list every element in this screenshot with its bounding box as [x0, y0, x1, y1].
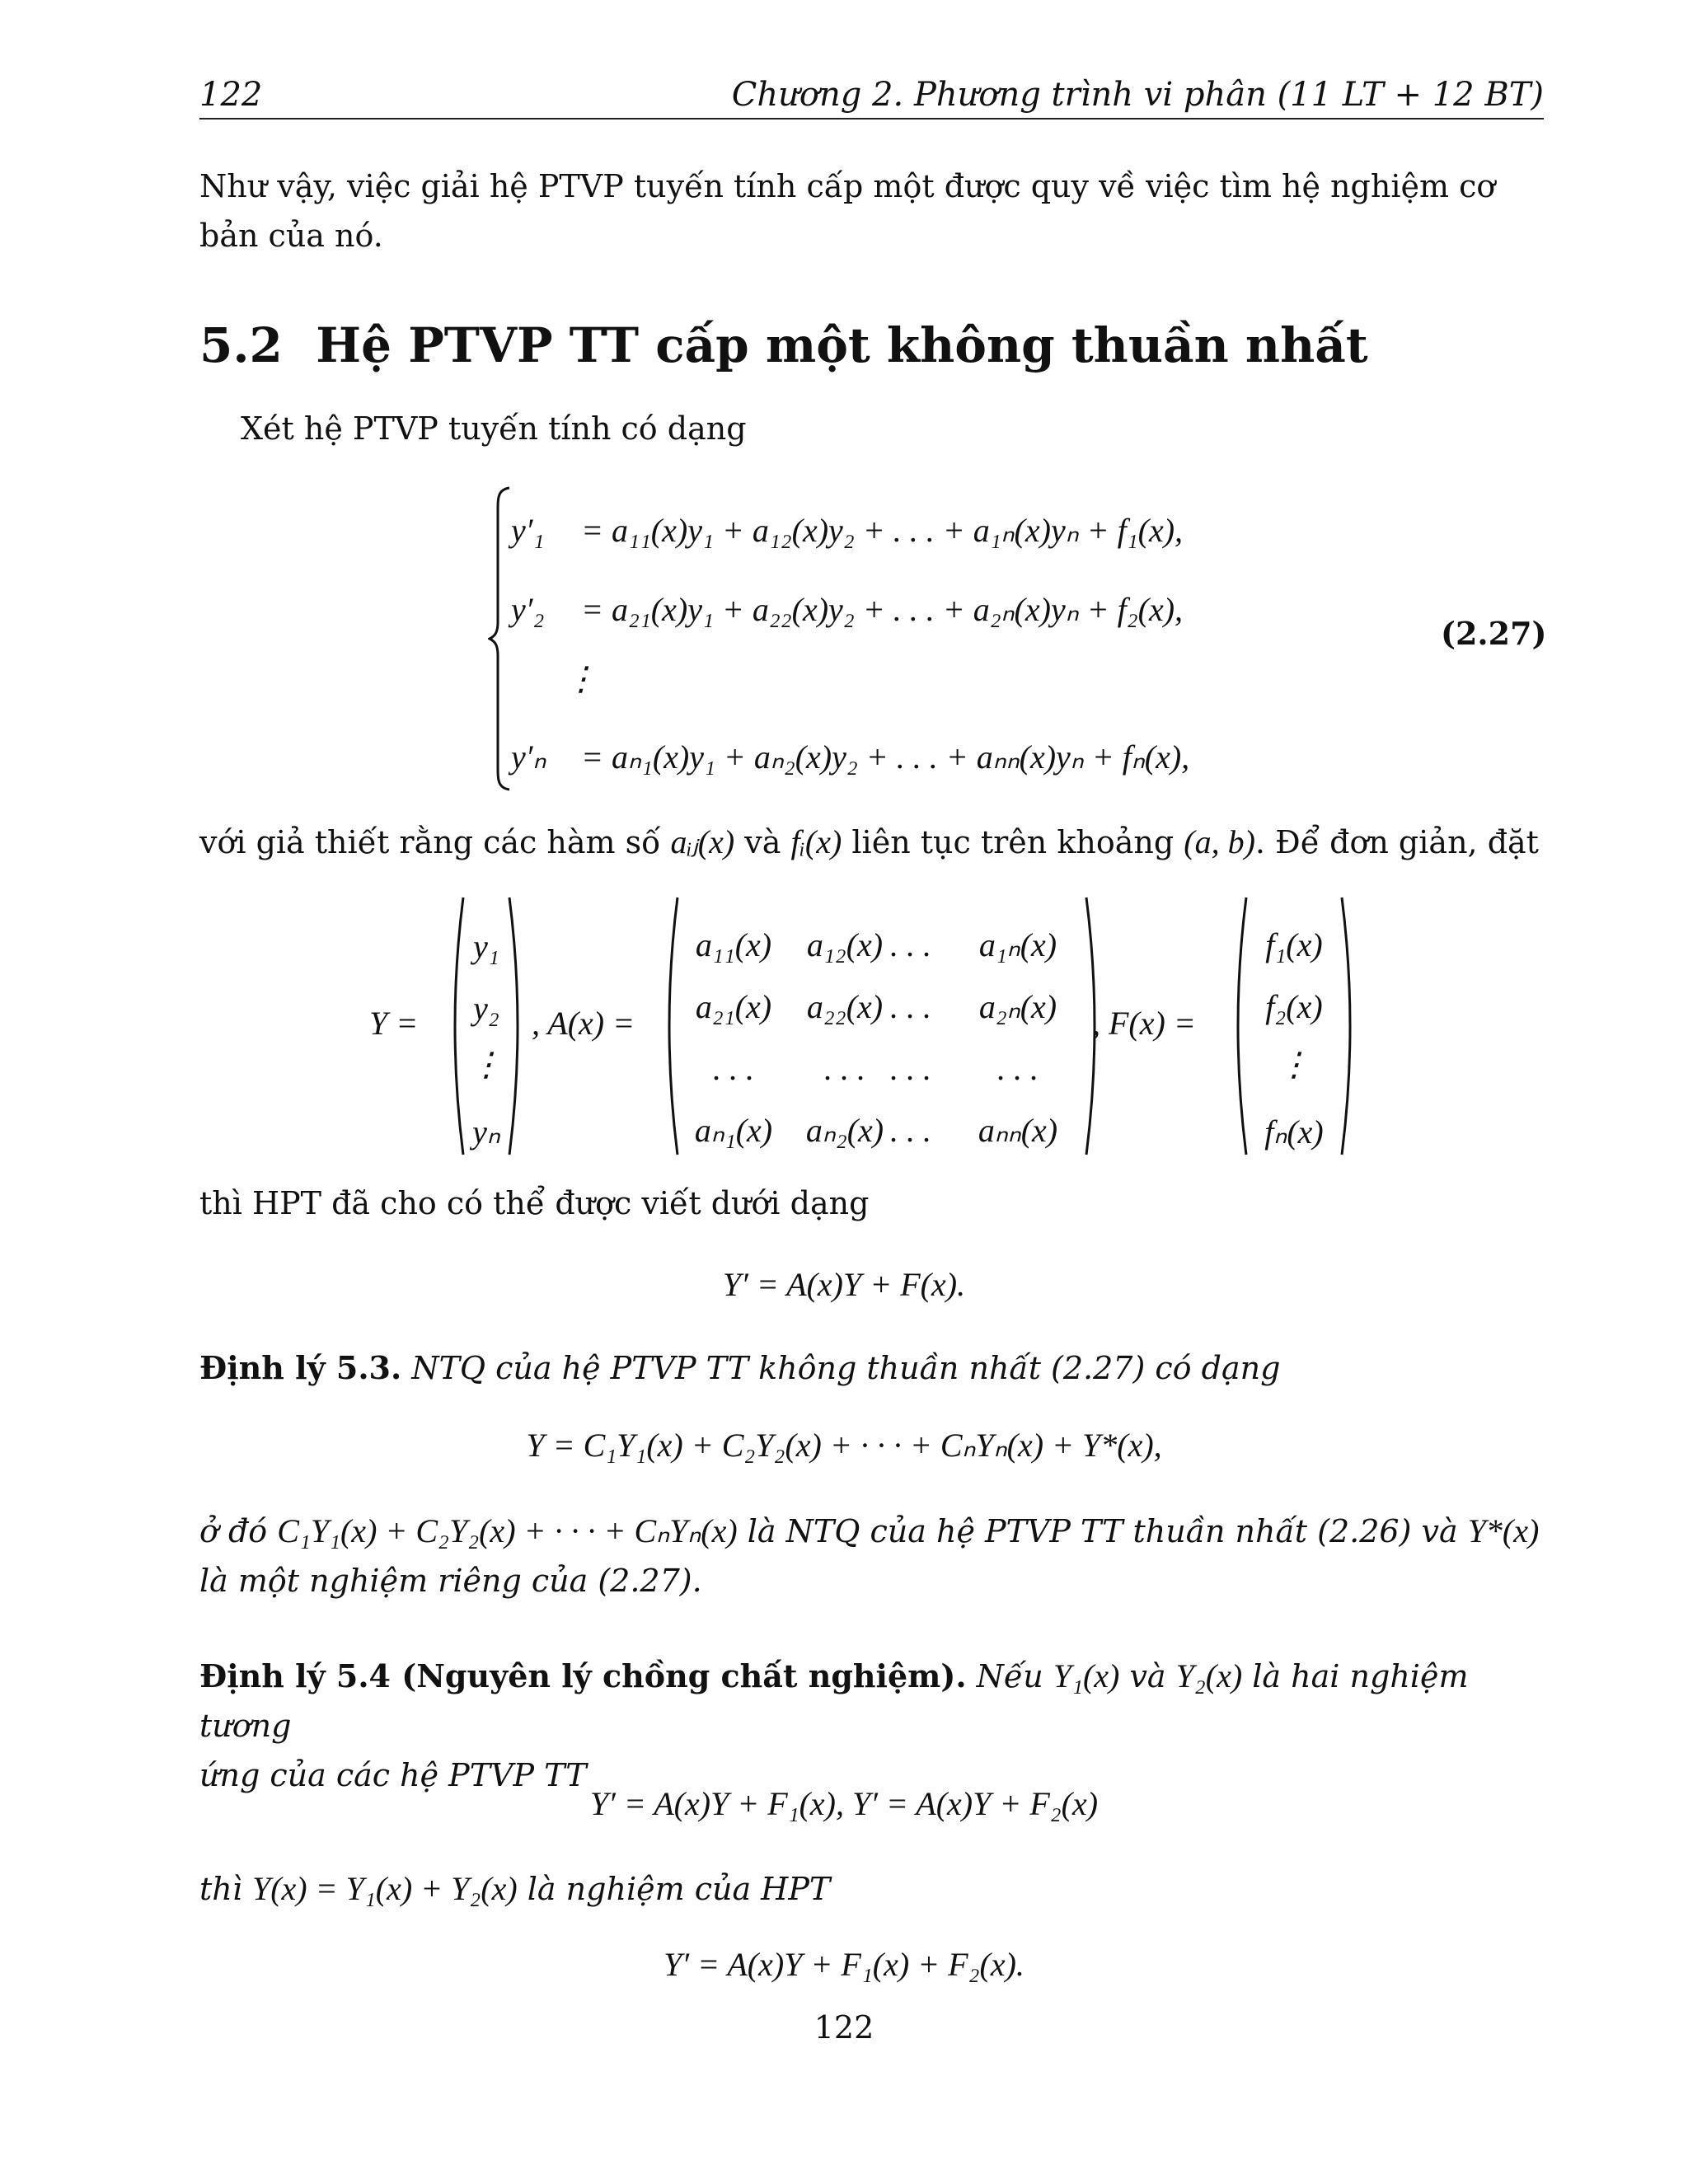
system-row-1 [511, 511, 1183, 550]
matrix-Y-entry: y₁ [473, 928, 499, 965]
assumption-text-2: và [734, 824, 791, 860]
matrix-A-cell: aₙₙ(x) [978, 1112, 1058, 1149]
matrix-A-cell: aₙ₂(x) [805, 1112, 884, 1149]
theorem-5-3-where-b: là NTQ của hệ PTVP TT thuần nhất (2.26) và [737, 1513, 1468, 1549]
assumption-math-aij: aᵢⱼ(x) [670, 823, 735, 860]
matrix-A-cell: . . . [890, 1050, 931, 1087]
theorem-5-4-equation-pair: Y′ = A(x)Y + F₁(x), Y′ = A(x)Y + F₂(x) [589, 1785, 1099, 1822]
theorem-5-3-statement: NTQ của hệ PTVP TT không thuần nhất (2.27) có dạng [411, 1350, 1281, 1386]
matrix-F [1236, 894, 1352, 1158]
theorem-5-4 [199, 1652, 1543, 1800]
theorem-5-3-where-math1: C₁Y₁(x) + C₂Y₂(x) + · · · + CₙYₙ(x) [277, 1512, 738, 1549]
theorem-5-3-where-a: ở đó [199, 1513, 278, 1549]
matrix-A-cell: . . . [713, 1050, 754, 1087]
theorem-5-3-where-math2: Y*(x) [1467, 1512, 1540, 1549]
system-row-2 [511, 590, 1183, 629]
system-row-1-lhs: y′₁ [511, 512, 545, 549]
assumption-math-interval: (a, b) [1184, 823, 1255, 860]
section-number: 5.2 [199, 317, 283, 373]
matrix-A-cell: a₂ₙ(x) [978, 988, 1057, 1025]
theorem-5-4-conclusion [199, 1864, 1543, 1914]
theorem-5-4-then-a: thì [199, 1871, 252, 1907]
assumption-text-1: với giả thiết rằng các hàm số [199, 824, 671, 860]
theorem-5-4-then-b: là nghiệm của HPT [517, 1871, 831, 1907]
system-vdots: ⋮ [565, 660, 598, 697]
theorem-5-4-m1: Y₁(x) [1053, 1657, 1120, 1694]
matrix-A-label: , A(x) = [532, 1005, 635, 1042]
header-rule [199, 118, 1544, 120]
matrix-A-cell: a₁₂(x) [806, 926, 884, 963]
matrix-Y-label: Y = [369, 1005, 419, 1042]
consider-text: Xét hệ PTVP tuyến tính có dạng [241, 410, 747, 447]
section-title: Hệ PTVP TT cấp một không thuần nhất [316, 317, 1368, 373]
matrix-Y-entry: ⋮ [470, 1046, 503, 1083]
theorem-5-3 [199, 1343, 1543, 1393]
matrix-F-entry: f₂(x) [1265, 988, 1323, 1025]
matrix-F-entry: f₁(x) [1265, 926, 1323, 963]
system-row-n-lhs: y′ₙ [511, 738, 546, 776]
theorem-5-3-where-c: là một nghiệm riêng của (2.27). [199, 1563, 702, 1599]
theorem-5-4-s4: ứng của các hệ PTVP TT [199, 1757, 587, 1793]
theorem-5-4-label: Định lý 5.4 (Nguyên lý chồng chất nghiệm). [199, 1657, 967, 1694]
matrix-A-cell: . . . [890, 988, 931, 1025]
system-brace [488, 486, 513, 791]
section-heading [199, 317, 1368, 373]
matrix-A-cell: . . . [997, 1050, 1039, 1087]
theorem-5-4-then-math: Y(x) = Y₁(x) + Y₂(x) [251, 1870, 518, 1907]
system-row-n [511, 738, 1189, 776]
assumption-math-fi: fᵢ(x) [790, 823, 842, 860]
theorem-5-3-where [199, 1507, 1543, 1605]
theorem-5-4-equation-sum: Y′ = A(x)Y + F₁(x) + F₂(x). [663, 1946, 1025, 1983]
matrix-A-cell: a₂₂(x) [806, 988, 884, 1025]
matrix-A-cell: . . . [890, 1112, 931, 1149]
assumption-text-3: liên tục trên khoảng [842, 824, 1184, 860]
assumption-paragraph [199, 818, 1543, 867]
matrix-A-cell: a₂₁(x) [695, 988, 772, 1025]
matrix-A-cell: a₁₁(x) [695, 926, 772, 963]
theorem-5-3-label: Định lý 5.3. [199, 1349, 402, 1386]
system-row-2-lhs: y′₂ [511, 591, 545, 628]
theorem-5-4-s1: Nếu [966, 1658, 1053, 1694]
matrix-Y-entry: y₂ [473, 990, 499, 1027]
matrix-A-cell: a₁ₙ(x) [978, 926, 1057, 963]
matrix-A-cell: aₙ₁(x) [694, 1112, 773, 1149]
system-row-2-rhs: = a₂₁(x)y₁ + a₂₂(x)y₂ + . . . + a₂ₙ(x)yₙ + f₂(x), [581, 591, 1184, 628]
theorem-5-4-m2: Y₂(x) [1175, 1657, 1243, 1694]
theorem-5-4-s2: và [1119, 1658, 1176, 1694]
matrix-F-entry: ⋮ [1278, 1046, 1311, 1083]
intro-paragraph: Như vậy, việc giải hệ PTVP tuyến tính cấp một được quy về việc tìm hệ nghiệm cơ bản của nó. [199, 168, 1496, 254]
header-chapter-title: Chương 2. Phương trình vi phân (11 LT + 12 BT) [731, 76, 1544, 114]
theorem-5-4-s3: là hai nghiệm tương [199, 1658, 1469, 1744]
footer-page-number: 122 [814, 2009, 874, 2046]
then-text: thì HPT đã cho có thể được viết dưới dạng [199, 1185, 870, 1221]
assumption-text-4: . Để đơn giản, đặt [1254, 824, 1539, 860]
system-row-n-rhs: = aₙ₁(x)y₁ + aₙ₂(x)y₂ + . . . + aₙₙ(x)yₙ + fₙ(x), [581, 738, 1190, 776]
theorem-5-3-formula: Y = C₁Y₁(x) + C₂Y₂(x) + · · · + CₙYₙ(x) + Y*(x), [526, 1427, 1162, 1464]
system-row-1-rhs: = a₁₁(x)y₁ + a₁₂(x)y₂ + . . . + a₁ₙ(x)yₙ + f₁(x), [581, 512, 1184, 549]
header-page-number: 122 [199, 76, 263, 114]
matrix-A [676, 894, 1088, 1158]
matrix-A-cell: . . . [890, 926, 931, 963]
matrix-F-entry: fₙ(x) [1264, 1113, 1324, 1151]
matrix-F-label: , F(x) = [1092, 1005, 1196, 1042]
matrix-Y [429, 894, 544, 1158]
matrix-A-cell: . . . [824, 1050, 865, 1087]
equation-number-2-27: (2.27) [1441, 615, 1547, 652]
matrix-Y-entry: yₙ [472, 1113, 500, 1151]
equation-compact: Y′ = A(x)Y + F(x). [722, 1266, 966, 1303]
